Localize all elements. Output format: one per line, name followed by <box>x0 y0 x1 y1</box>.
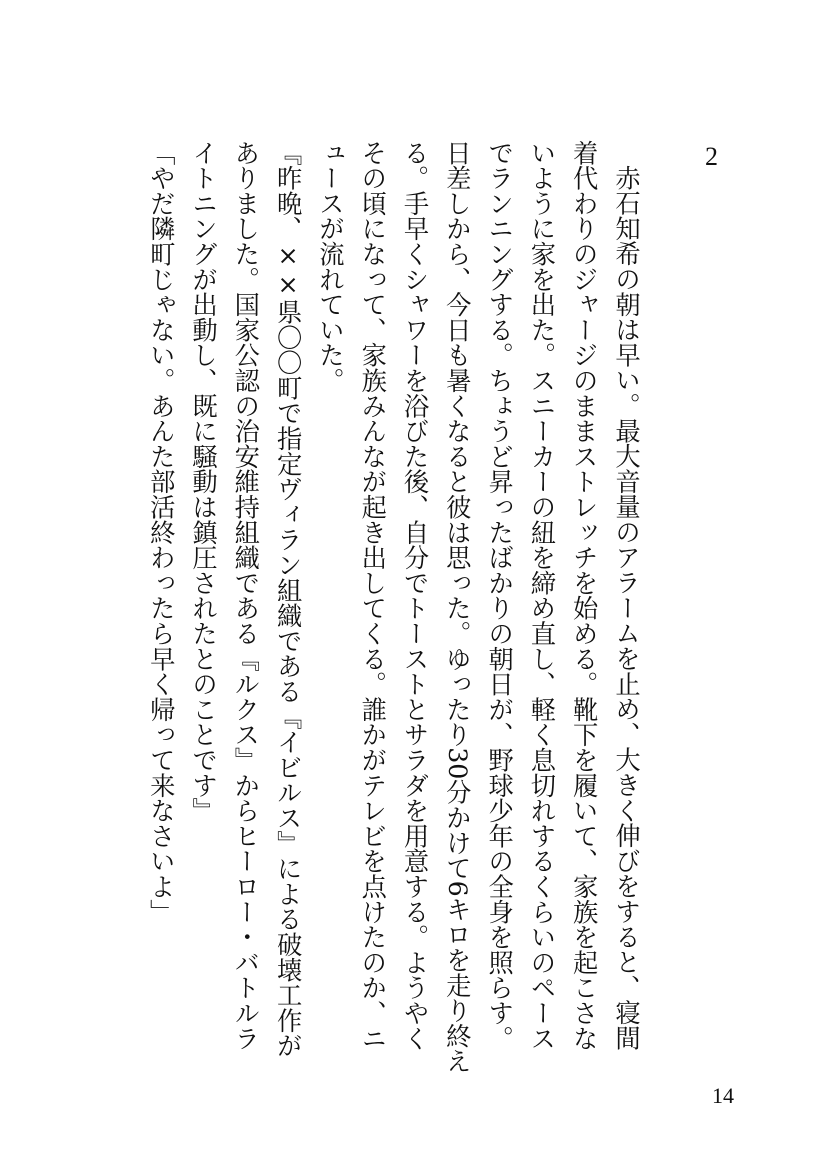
chapter-number: 2 <box>705 142 718 171</box>
page-number: 14 <box>712 1083 734 1108</box>
body-text <box>139 140 647 1075</box>
paragraph-narration: 赤石知希の朝は早い。最大音量のアラームを止め、大きく伸びをすると、寝間着代わりのジャージのままストレッチを始める。靴下を履いて、家族を起こさないように家を出た。スニーカーの紐を締め直し、軽く息切れするくらいのペースでランニングする。ちょうど昇ったばかりの朝日が、野球少年の全身を照らす。日差しから、今日も暑くなると彼は思った。ゆったり30分かけて6キロを走り終える。手早くシャワーを浴びた後、自分でトーストとサラダを用意する。ようやくその頃になって、家族みんなが起き出してくる。誰かがテレビを点けたのか、ニュースが流れていた。 <box>315 140 641 1074</box>
paragraph-dialogue: 「やだ隣町じゃない。あんた部活終わったら早く帰って来なさいよ」 <box>146 140 176 925</box>
paragraph-news-broadcast: 『昨晩、××県〇〇町で指定ヴィラン組織である『イビルス』による破壊工作がありました。国家公認の治安維持組織である『ルクス』からヒーロー・バトルライトニングが出動し、既に騒動は鎮圧されたとのことです』 <box>189 140 303 1059</box>
